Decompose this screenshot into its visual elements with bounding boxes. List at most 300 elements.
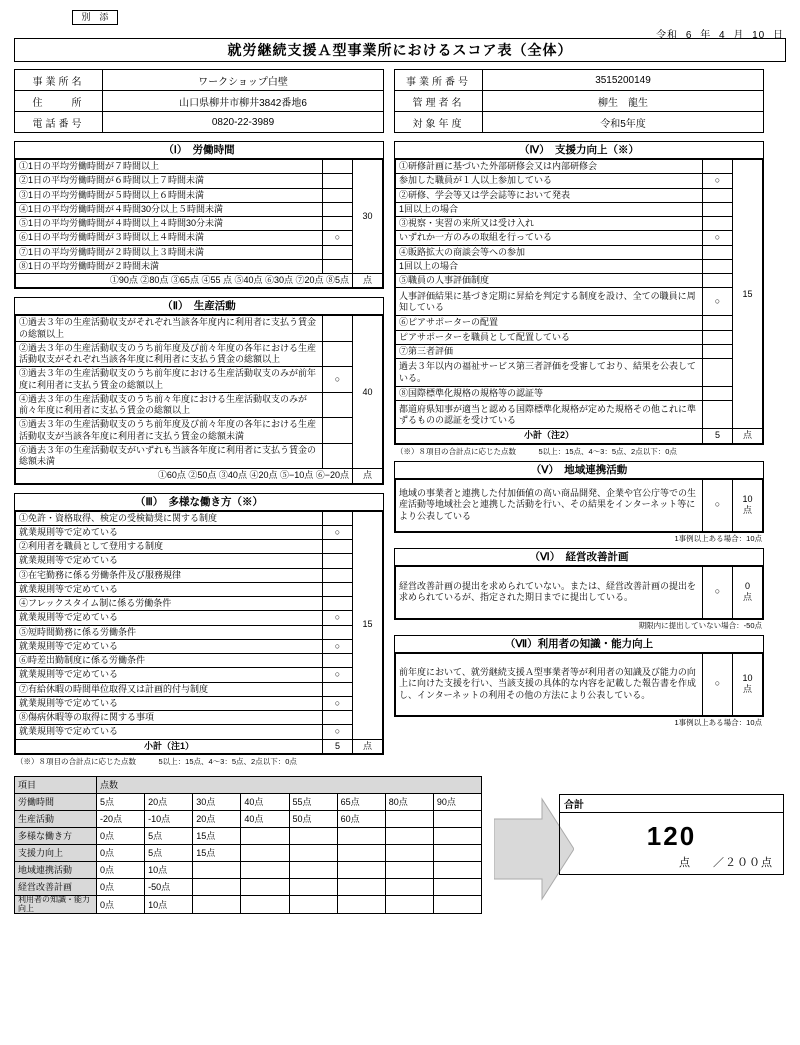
section-1-score-unit: 点 <box>353 274 383 288</box>
table-row <box>16 259 383 273</box>
table-row <box>15 70 384 91</box>
table-row <box>16 696 383 710</box>
phone-value: 0820-22-3989 <box>103 112 384 133</box>
summary-cell-6-0: 0点 <box>97 895 145 914</box>
summary-cell-3-4 <box>289 844 337 861</box>
summary-header-item: 項目 <box>15 776 97 793</box>
section-3-mark-10[interactable]: ○ <box>323 639 353 653</box>
section-4-mark-12[interactable] <box>703 330 733 344</box>
section-3-mark-8[interactable]: ○ <box>323 611 353 625</box>
section-6-score-unit: 点 <box>742 592 752 602</box>
table-row <box>396 479 763 531</box>
section-4-subtotal-unit: 点 <box>733 429 763 443</box>
section-4-item-3: ②研修、学会等又は学会誌等において発表 <box>396 188 703 202</box>
section-4-item-9: ⑤職員の人事評価制度 <box>396 274 703 288</box>
section-1-item-6: ⑥1日の平均労働時間が３時間以上４時間未満 <box>16 231 323 245</box>
table-row <box>15 895 482 914</box>
section-5-score <box>733 479 763 531</box>
summary-cell-5-0: 0点 <box>97 878 145 895</box>
summary-cell-4-5 <box>337 861 385 878</box>
info-row <box>14 69 786 133</box>
section-3-item-12: 就業規則等で定めている <box>16 668 323 682</box>
section-2-table <box>15 315 383 483</box>
summary-cell-1-3: 40点 <box>241 810 289 827</box>
table-row <box>16 367 383 393</box>
section-4-subtotal-label: 小計（注2） <box>396 429 703 443</box>
section-1-item-2: ②1日の平均労働時間が６時間以上７時間未満 <box>16 174 323 188</box>
summary-cell-4-6 <box>385 861 433 878</box>
summary-cell-2-1: 5点 <box>145 827 193 844</box>
section-regional-cooperation <box>394 461 764 533</box>
table-row <box>16 568 383 582</box>
address-value: 山口県柳井市柳井3842番地6 <box>103 91 384 112</box>
section-3-mark-6[interactable] <box>323 582 353 596</box>
summary-cell-5-4 <box>289 878 337 895</box>
section-2-item-2: ②過去３年の生産活動収支のうち前年度及び前々年度の各年における生産活動収支がそれぞれ当該各年度に利用者に支払う賃金の総額以上 <box>16 341 323 367</box>
summary-cell-4-4 <box>289 861 337 878</box>
section-4-item-10: 人事評価結果に基づき定期に昇給を判定する制度を設け、全ての職員に周知している <box>396 288 703 316</box>
section-4-mark-1[interactable] <box>703 160 733 174</box>
table-row <box>396 288 763 316</box>
section-3-item-15: ⑧傷病休暇等の取得に関する事項 <box>16 711 323 725</box>
summary-row-label-3: 支援力向上 <box>15 844 97 861</box>
section-3-item-4: 就業規則等で定めている <box>16 554 323 568</box>
spacer <box>14 485 384 493</box>
manager-label: 管理者名 <box>395 91 483 112</box>
section-1-title: （Ⅰ） 労働時間 <box>15 142 383 159</box>
section-7-footnote: 1事例以上ある場合：10点 <box>674 717 762 727</box>
section-3-score: 15 <box>353 511 383 739</box>
month-unit: 月 <box>733 30 745 41</box>
table-row <box>396 259 763 273</box>
table-row <box>396 387 763 401</box>
table-row <box>396 359 763 387</box>
section-3-item-10: 就業規則等で定めている <box>16 639 323 653</box>
table-row <box>16 188 383 202</box>
table-row <box>16 668 383 682</box>
section-1-note: ①90点 ②80点 ③65点 ④55 点 ⑤40点 ⑥30点 ⑦20点 ⑧5点 <box>16 274 353 288</box>
section-2-mark-1[interactable] <box>323 316 353 342</box>
section-4-mark-11[interactable] <box>703 316 733 330</box>
table-row <box>15 878 482 895</box>
summary-cell-5-3 <box>241 878 289 895</box>
section-4-mark-16[interactable] <box>703 401 733 429</box>
summary-cell-3-1: 5点 <box>145 844 193 861</box>
table-row <box>396 274 763 288</box>
section-4-item-1: ①研修計画に基づいた外部研修会又は内部研修会 <box>396 160 703 174</box>
section-1-item-8: ⑧1日の平均労働時間が２時間未満 <box>16 259 323 273</box>
table-row <box>16 341 383 367</box>
section-1-table <box>15 159 383 288</box>
section-4-subtotal-value: 5 <box>703 429 733 443</box>
summary-cell-3-2: 15点 <box>193 844 241 861</box>
facility-name-value: ワークショップ白壁 <box>103 70 384 91</box>
summary-cell-2-4 <box>289 827 337 844</box>
summary-cell-6-5 <box>337 895 385 914</box>
section-1-mark-6[interactable]: ○ <box>323 231 353 245</box>
section-support-capability <box>394 141 764 445</box>
total-denominator: ／２００点 <box>713 856 773 869</box>
section-4-mark-7[interactable] <box>703 245 733 259</box>
section-3-subtotal-unit: 点 <box>353 739 383 753</box>
summary-cell-0-1: 20点 <box>145 793 193 810</box>
facility-info-table <box>14 69 384 133</box>
table-row <box>15 793 482 810</box>
page-title: 就労継続支援Ａ型事業所におけるスコア表（全体） <box>14 38 786 62</box>
summary-cell-4-2 <box>193 861 241 878</box>
era-label: 令和 <box>656 30 679 41</box>
section-7-mark[interactable]: ○ <box>703 653 733 715</box>
table-row <box>16 554 383 568</box>
summary-cell-0-6: 80点 <box>385 793 433 810</box>
summary-cell-1-0: -20点 <box>97 810 145 827</box>
summary-cell-3-7 <box>433 844 481 861</box>
spacer <box>14 289 384 297</box>
section-1-mark-7[interactable] <box>323 245 353 259</box>
summary-cell-6-4 <box>289 895 337 914</box>
section-1-item-7: ⑦1日の平均労働時間が２時間以上３時間未満 <box>16 245 323 259</box>
section-7-score-unit: 点 <box>742 684 752 694</box>
summary-cell-0-4: 55点 <box>289 793 337 810</box>
section-1-score: 30 <box>353 160 383 274</box>
summary-cell-3-0: 0点 <box>97 844 145 861</box>
table-row <box>16 654 383 668</box>
summary-cell-5-1: -50点 <box>145 878 193 895</box>
table-row <box>16 639 383 653</box>
section-5-footnote: 1事例以上ある場合：10点 <box>674 533 762 543</box>
section-2-mark-4[interactable] <box>323 392 353 418</box>
table-row <box>16 174 383 188</box>
section-2-mark-3[interactable]: ○ <box>323 367 353 393</box>
section-6-table <box>395 566 763 619</box>
section-3-item-16: 就業規則等で定めている <box>16 725 323 739</box>
table-row <box>16 443 383 469</box>
day-unit: 日 <box>773 30 784 41</box>
section-3-mark-16[interactable]: ○ <box>323 725 353 739</box>
section-2-score: 40 <box>353 316 383 469</box>
table-row <box>396 653 763 715</box>
section-3-item-14: 就業規則等で定めている <box>16 696 323 710</box>
month-value: 4 <box>718 30 726 41</box>
summary-cell-1-4: 50点 <box>289 810 337 827</box>
table-row <box>16 245 383 259</box>
section-1-mark-1[interactable] <box>323 160 353 174</box>
section-2-mark-5[interactable] <box>323 418 353 444</box>
section-4-item-14: 過去３年以内の福祉サービス第三者評価を受審しており、結果を公表している。 <box>396 359 703 387</box>
section-4-item-15: ⑧国際標準化規格の規格等の認証等 <box>396 387 703 401</box>
table-row <box>395 91 764 112</box>
section-3-item-1: ①免許・資格取得、検定の受検勧奨に関する制度 <box>16 511 323 525</box>
section-3-mark-9[interactable] <box>323 625 353 639</box>
section-5-body: 地域の事業者と連携した付加価値の高い商品開発、企業や官公庁等での生産活動等地域社会と連携した活動を行い、その結果をインターネット等により公表している <box>396 479 703 531</box>
section-3-mark-4[interactable] <box>323 554 353 568</box>
section-3-item-11: ⑥時差出勤制度に係る労働条件 <box>16 654 323 668</box>
section-5-mark[interactable]: ○ <box>703 479 733 531</box>
summary-cell-3-3 <box>241 844 289 861</box>
table-row <box>396 401 763 429</box>
section-4-mark-6[interactable]: ○ <box>703 231 733 245</box>
section-3-item-13: ⑦有給休暇の時間単位取得又は計画的付与制度 <box>16 682 323 696</box>
section-4-mark-3[interactable] <box>703 188 733 202</box>
section-diverse-work-styles <box>14 493 384 755</box>
summary-row-label-4: 地域連携活動 <box>15 861 97 878</box>
summary-cell-2-7 <box>433 827 481 844</box>
section-3-mark-7[interactable] <box>323 597 353 611</box>
section-2-item-5: ⑤過去３年の生産活動収支のうち前年度及び前々年度の各年における生産活動収支が当該各年度に利用者に支払う賃金の総額未満 <box>16 418 323 444</box>
attachment-label: 別 添 <box>72 10 118 25</box>
section-4-mark-10[interactable]: ○ <box>703 288 733 316</box>
section-2-title: （Ⅱ） 生産活動 <box>15 298 383 315</box>
section-6-footnote: 期限内に提出していない場合：-50点 <box>638 620 762 630</box>
section-2-item-3: ③過去３年の生産活動収支のうち前年度における生産活動収支のみが前年度に利用者に支払う賃金の総額以上 <box>16 367 323 393</box>
summary-area <box>14 776 786 931</box>
section-4-item-11: ⑥ピアサポーターの配置 <box>396 316 703 330</box>
summary-cell-3-6 <box>385 844 433 861</box>
summary-cell-0-3: 40点 <box>241 793 289 810</box>
table-row <box>396 316 763 330</box>
section-3-subtotal-value: 5 <box>323 739 353 753</box>
section-1-mark-8[interactable] <box>323 259 353 273</box>
section-1-item-5: ⑤1日の平均労働時間が４時間以上４時間30分未満 <box>16 217 323 231</box>
table-row <box>396 566 763 618</box>
summary-cell-5-5 <box>337 878 385 895</box>
section-4-mark-15[interactable] <box>703 387 733 401</box>
section-6-score-value: 0 <box>744 580 750 591</box>
summary-cell-4-3 <box>241 861 289 878</box>
section-3-mark-2[interactable]: ○ <box>323 525 353 539</box>
section-4-item-2: 参加した職員が１人以上参加している <box>396 174 703 188</box>
summary-row-label-6: 利用者の知識・能力向上 <box>15 895 97 914</box>
section-5-score-value: 10 <box>742 493 753 504</box>
section-6-score <box>733 566 763 618</box>
section-5-title: （Ⅴ） 地域連携活動 <box>395 462 763 479</box>
table-row <box>16 525 383 539</box>
section-4-item-8: 1回以上の場合 <box>396 259 703 273</box>
summary-header-points: 点数 <box>97 776 482 793</box>
summary-row-label-1: 生産活動 <box>15 810 97 827</box>
table-row <box>16 625 383 639</box>
section-4-item-7: ④販路拡大の商談会等への参加 <box>396 245 703 259</box>
section-4-mark-5[interactable] <box>703 217 733 231</box>
section-4-mark-4[interactable] <box>703 202 733 216</box>
section-7-body: 前年度において、就労継続支援Ａ型事業者等が利用者の知識及び能力の向上に向けた支援を行い、当該支援の具体的な内容を記載した報告書を作成し、インターネットの利用その他の方法により公表している。 <box>396 653 703 715</box>
section-4-mark-8[interactable] <box>703 259 733 273</box>
table-row <box>396 217 763 231</box>
section-3-mark-5[interactable] <box>323 568 353 582</box>
summary-cell-2-2: 15点 <box>193 827 241 844</box>
section-user-knowledge-improvement <box>394 635 764 717</box>
right-column <box>394 141 764 728</box>
table-row <box>16 711 383 725</box>
address-label: 住 所 <box>15 91 103 112</box>
section-working-hours <box>14 141 384 289</box>
section-2-score-unit: 点 <box>353 469 383 483</box>
section-production-activity <box>14 297 384 484</box>
summary-cell-6-7 <box>433 895 481 914</box>
summary-cell-5-2 <box>193 878 241 895</box>
summary-cell-0-5: 65点 <box>337 793 385 810</box>
table-row <box>16 682 383 696</box>
table-row <box>16 611 383 625</box>
table-row <box>396 174 763 188</box>
summary-row-label-5: 経営改善計画 <box>15 878 97 895</box>
summary-cell-1-6 <box>385 810 433 827</box>
total-label: 合計 <box>560 795 783 813</box>
section-3-mark-15[interactable] <box>323 711 353 725</box>
table-row <box>16 160 383 174</box>
table-row <box>16 274 383 288</box>
section-1-mark-2[interactable] <box>323 174 353 188</box>
table-row <box>16 418 383 444</box>
section-7-score <box>733 653 763 715</box>
section-4-item-16: 都道府県知事が適当と認める国際標準化規格が定めた規格その他これに準ずるものの認証を受けている <box>396 401 703 429</box>
manager-value: 柳生 龍生 <box>483 91 764 112</box>
section-3-item-3: ②利用者を職員として登用する制度 <box>16 540 323 554</box>
table-row <box>16 469 383 483</box>
section-3-mark-12[interactable]: ○ <box>323 668 353 682</box>
table-row <box>16 217 383 231</box>
section-3-subtotal-label: 小計（注1） <box>16 739 323 753</box>
table-row <box>396 160 763 174</box>
summary-cell-2-5 <box>337 827 385 844</box>
section-1-mark-3[interactable] <box>323 188 353 202</box>
summary-cell-3-5 <box>337 844 385 861</box>
summary-cell-5-7 <box>433 878 481 895</box>
section-6-mark[interactable]: ○ <box>703 566 733 618</box>
section-6-body: 経営改善計画の提出を求められていない。または、経営改善計画の提出を求められているが、指定された期日までに提出している。 <box>396 566 703 618</box>
summary-cell-2-3 <box>241 827 289 844</box>
table-row <box>15 91 384 112</box>
summary-cell-0-7: 90点 <box>433 793 481 810</box>
summary-cell-1-2: 20点 <box>193 810 241 827</box>
summary-cell-1-7 <box>433 810 481 827</box>
section-1-mark-4[interactable] <box>323 202 353 216</box>
section-4-item-13: ⑦第三者評価 <box>396 344 703 358</box>
section-7-table <box>395 653 763 716</box>
section-4-table <box>395 159 763 444</box>
section-3-item-2: 就業規則等で定めている <box>16 525 323 539</box>
table-row <box>16 316 383 342</box>
section-1-item-3: ③1日の平均労働時間が５時間以上６時間未満 <box>16 188 323 202</box>
table-row <box>16 739 383 753</box>
section-4-mark-2[interactable]: ○ <box>703 174 733 188</box>
section-3-mark-1[interactable] <box>323 511 353 525</box>
section-2-mark-6[interactable] <box>323 443 353 469</box>
section-4-mark-14[interactable] <box>703 359 733 387</box>
year-value: 6 <box>685 30 693 41</box>
summary-cell-2-0: 0点 <box>97 827 145 844</box>
total-value: 120 <box>646 820 697 851</box>
table-row <box>395 112 764 133</box>
table-row <box>16 511 383 525</box>
section-7-title: （Ⅶ）利用者の知識・能力向上 <box>395 636 763 653</box>
table-row <box>15 776 482 793</box>
section-2-item-4: ④過去３年の生産活動収支のうち前々年度における生産活動収支のみが前々年度に利用者に支払う賃金の総額以上 <box>16 392 323 418</box>
year-unit: 年 <box>700 30 712 41</box>
table-row <box>16 231 383 245</box>
section-3-mark-14[interactable]: ○ <box>323 696 353 710</box>
section-3-mark-11[interactable] <box>323 654 353 668</box>
summary-cell-6-3 <box>241 895 289 914</box>
section-1-mark-5[interactable] <box>323 217 353 231</box>
summary-cell-6-1: 10点 <box>145 895 193 914</box>
table-row <box>16 392 383 418</box>
total-denominator-row <box>560 854 783 874</box>
section-2-mark-2[interactable] <box>323 341 353 367</box>
facility-number-label: 事業所番号 <box>395 70 483 91</box>
section-3-title: （Ⅲ） 多様な働き方（※） <box>15 494 383 511</box>
section-2-item-6: ⑥過去３年の生産活動収支がいずれも当該各年度に利用者に支払う賃金の総額未満 <box>16 443 323 469</box>
table-row <box>15 861 482 878</box>
table-row <box>16 540 383 554</box>
section-4-mark-13[interactable] <box>703 344 733 358</box>
section-2-note: ①60点 ②50点 ③40点 ④20点 ⑤−10点 ⑥−20点 <box>16 469 353 483</box>
table-row <box>396 231 763 245</box>
summary-cell-1-5: 60点 <box>337 810 385 827</box>
table-row <box>396 188 763 202</box>
section-4-footnote: （※）８項目の合計点に応じた点数 5以上：15点、4～3：5点、2点以下：0点 <box>396 446 677 456</box>
table-row <box>396 429 763 443</box>
section-2-item-1: ①過去３年の生産活動収支がそれぞれ当該各年度内に利用者に支払う賃金の総額以上 <box>16 316 323 342</box>
table-row <box>16 582 383 596</box>
summary-row-label-2: 多様な働き方 <box>15 827 97 844</box>
summary-row-label-0: 労働時間 <box>15 793 97 810</box>
summary-cell-1-1: -10点 <box>145 810 193 827</box>
left-column <box>14 141 384 767</box>
section-3-mark-13[interactable] <box>323 682 353 696</box>
section-3-item-6: 就業規則等で定めている <box>16 582 323 596</box>
section-3-item-5: ③在宅勤務に係る労働条件及び服務規律 <box>16 568 323 582</box>
table-row <box>396 330 763 344</box>
facility-number-value: 3515200149 <box>483 70 764 91</box>
section-6-title: （Ⅵ） 経営改善計画 <box>395 549 763 566</box>
summary-cell-5-6 <box>385 878 433 895</box>
summary-cell-6-6 <box>385 895 433 914</box>
fiscal-year-label: 対象年度 <box>395 112 483 133</box>
section-3-mark-3[interactable] <box>323 540 353 554</box>
top-bar <box>14 10 786 41</box>
section-3-item-8: 就業規則等で定めている <box>16 611 323 625</box>
section-3-item-9: ⑤短時間勤務に係る労働条件 <box>16 625 323 639</box>
table-row <box>15 827 482 844</box>
total-score-box <box>559 794 784 875</box>
section-4-item-6: いずれか一方のみの取組を行っている <box>396 231 703 245</box>
summary-cell-4-0: 0点 <box>97 861 145 878</box>
section-management-improvement-plan <box>394 548 764 620</box>
date-line <box>654 26 786 41</box>
table-row <box>15 810 482 827</box>
section-1-item-1: ①1日の平均労働時間が７時間以上 <box>16 160 323 174</box>
table-row <box>395 70 764 91</box>
score-summary-table <box>14 776 482 915</box>
section-5-score-unit: 点 <box>742 505 752 515</box>
section-5-table <box>395 479 763 532</box>
total-unit: 点 <box>679 856 691 869</box>
section-7-score-value: 10 <box>742 672 753 683</box>
phone-label: 電話番号 <box>15 112 103 133</box>
section-3-table <box>15 511 383 754</box>
facility-name-label: 事業所名 <box>15 70 103 91</box>
table-row <box>16 725 383 739</box>
summary-cell-4-1: 10点 <box>145 861 193 878</box>
section-4-mark-9[interactable] <box>703 274 733 288</box>
table-row <box>15 844 482 861</box>
section-4-item-12: ピアサポーターを職員として配置している <box>396 330 703 344</box>
section-3-footnote: （※）８項目の合計点に応じた点数 5以上：15点、4～3：5点、2点以下：0点 <box>16 756 297 766</box>
section-4-title: （Ⅳ） 支援力向上（※） <box>395 142 763 159</box>
summary-cell-0-2: 30点 <box>193 793 241 810</box>
section-4-score: 15 <box>733 160 763 429</box>
